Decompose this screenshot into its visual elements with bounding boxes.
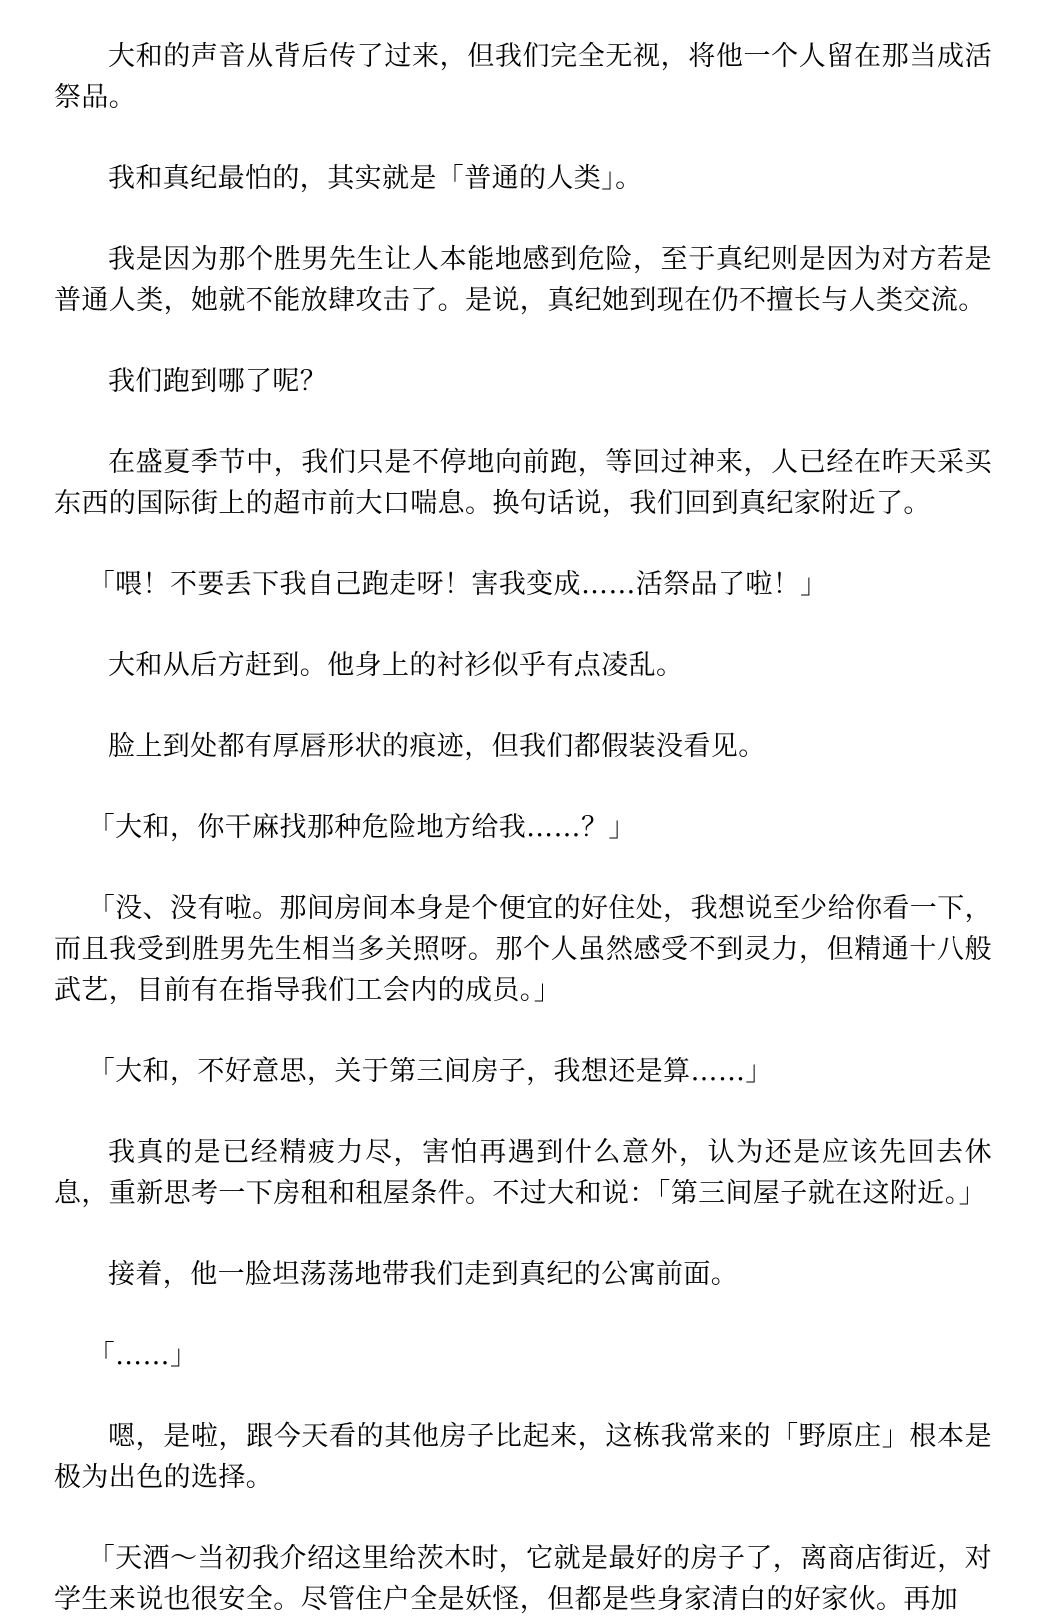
dialogue-paragraph: 「没、没有啦。那间房间本身是个便宜的好住处，我想说至少给你看一下，而且我受到胜男先生相当多关照呀。那个人虽然感受不到灵力，但精通十八般武艺，目前有在指导我们工会内的成员。」 [54,893,992,1006]
paragraph: 我们跑到哪了呢？ [108,366,328,397]
paragraph: 我和真纪最怕的，其实就是「普通的人类」。 [108,163,643,194]
paragraph: 嗯，是啦，跟今天看的其他房子比起来，这栋我常来的「野原庄」根本是极为出色的选择。 [54,1421,992,1493]
paragraph: 在盛夏季节中，我们只是不停地向前跑，等回过神来，人已经在昨天采买东西的国际街上的超市前大口喘息。换句话说，我们回到真纪家附近了。 [54,447,992,519]
dialogue-paragraph: 「……」 [87,1340,198,1371]
paragraph: 大和的声音从背后传了过来，但我们完全无视，将他一个人留在那当成活祭品。 [54,41,992,113]
dialogue-paragraph: 「天酒～当初我介绍这里给茨木时，它就是最好的房子了，离商店街近，对学生来说也很安全。尽管住户全是妖怪，但都是些身家清白的好家伙。再加 [54,1543,992,1615]
paragraph: 大和从后方赶到。他身上的衬衫似乎有点凌乱。 [108,650,684,681]
paragraph: 我是因为那个胜男先生让人本能地感到危险，至于真纪则是因为对方若是普通人类，她就不能放肆攻击了。是说，真纪她到现在仍不擅长与人类交流。 [54,244,992,316]
dialogue-paragraph: 「大和，不好意思，关于第三间房子，我想还是算……」 [87,1056,773,1087]
dialogue-paragraph: 「大和，你干麻找那种危险地方给我……？」 [87,812,636,843]
paragraph: 脸上到处都有厚唇形状的痕迹，但我们都假装没看见。 [108,731,766,762]
paragraph: 接着，他一脸坦荡荡地带我们走到真纪的公寓前面。 [108,1259,739,1290]
dialogue-paragraph: 「喂！不要丢下我自己跑走呀！害我变成……活祭品了啦！」 [87,569,828,600]
paragraph: 我真的是已经精疲力尽，害怕再遇到什么意外，认为还是应该先回去休息，重新思考一下房租和租屋条件。不过大和说：「第三间屋子就在这附近。」 [54,1137,992,1209]
